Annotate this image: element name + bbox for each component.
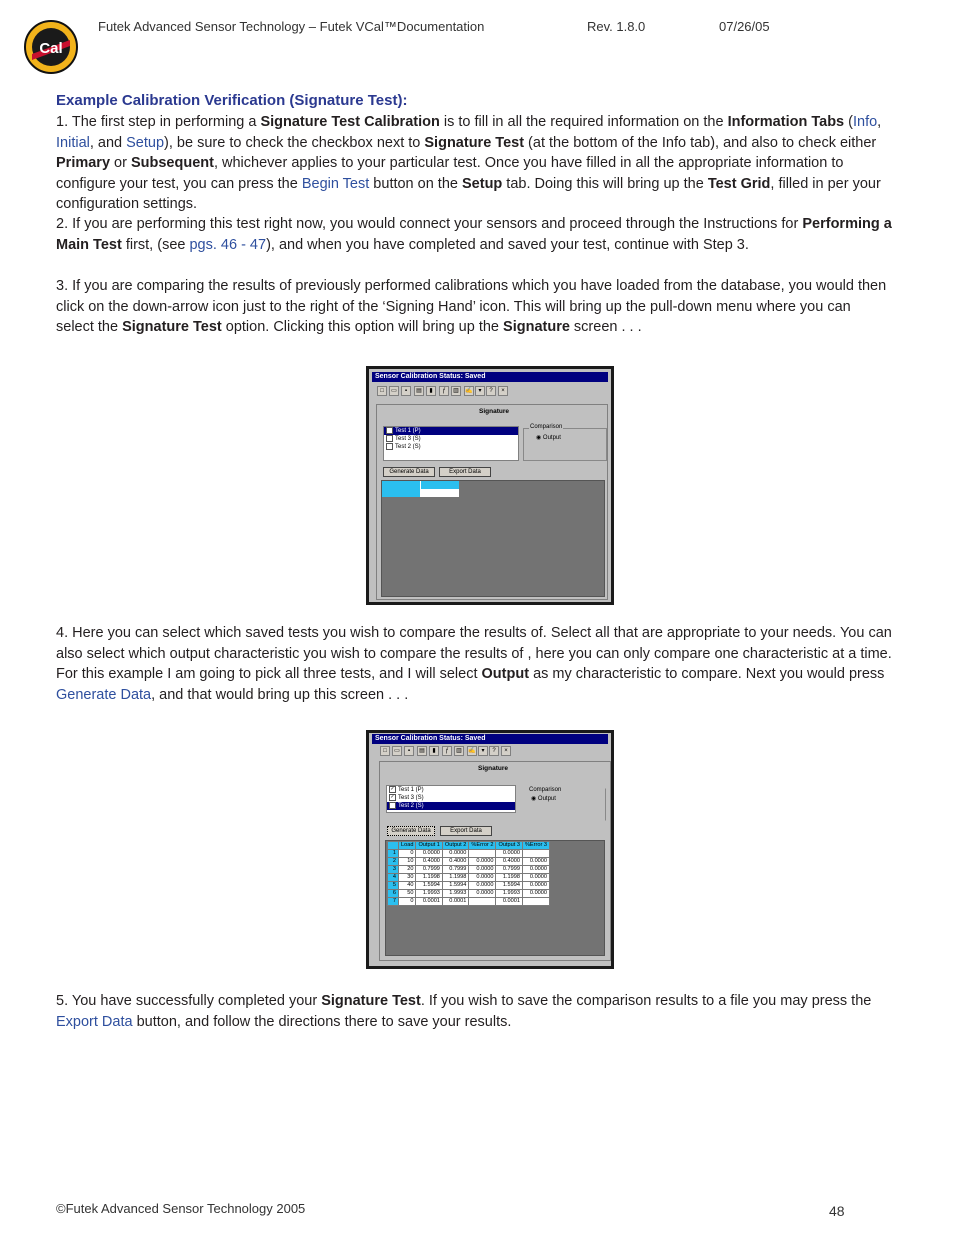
export-data-link[interactable]: Export Data	[56, 1013, 133, 1030]
grid-header-cell	[421, 481, 459, 489]
checkbox-checked-icon[interactable]: ✓	[390, 802, 395, 808]
column-header: Output 1	[416, 842, 442, 850]
toolbar	[372, 384, 608, 398]
window-title: Sensor Calibration Status: Saved	[372, 734, 608, 744]
checkbox-checked-icon[interactable]: ✓	[390, 786, 395, 792]
comparison-label: Comparison	[529, 787, 562, 793]
generate-data-link[interactable]: Generate Data	[56, 686, 152, 703]
page-number: 48	[829, 1203, 845, 1219]
column-header: Output 3	[496, 842, 522, 850]
checkbox-icon[interactable]	[386, 443, 393, 450]
test-list	[383, 426, 519, 461]
header-revision: Rev. 1.8.0	[587, 19, 646, 34]
help-icon[interactable]: ?	[489, 746, 499, 756]
dropdown-arrow-icon[interactable]: ▾	[478, 746, 488, 756]
new-icon[interactable]: □	[377, 386, 387, 396]
step-3-paragraph: 3. If you are comparing the results of previously performed calibrations which you have loaded from the database, you would then click on the down-arrow icon just to the right of the ‘Signing Hand’ icon. This will bring up the pull-down menu where you can select the Signature Test option. Clicking this option will bring up the Signature screen . . .	[56, 278, 887, 335]
print-icon[interactable]: ▤	[417, 746, 427, 756]
begin-test-link[interactable]: Begin Test	[301, 175, 370, 192]
column-header: Load	[399, 842, 416, 850]
step-5-paragraph: 5. You have successfully completed your Signature Test. If you wish to save the comparison results to a file you may press the Export Data button, and follow the directions there to save your results.	[56, 993, 872, 1030]
vcal-logo	[24, 20, 78, 74]
signature-screen-2	[366, 730, 614, 969]
table-row: 2 10 0.4000 0.4000 0.0000 0.4000 0.0000	[388, 858, 550, 866]
grid-cell	[421, 489, 459, 497]
dropdown-arrow-icon[interactable]: ▾	[475, 386, 485, 396]
panel-title: Signature	[478, 765, 508, 772]
function-icon[interactable]: ƒ	[442, 746, 452, 756]
open-icon[interactable]: ▭	[392, 746, 402, 756]
help-icon[interactable]: ?	[486, 386, 496, 396]
setup-link[interactable]: Setup	[126, 134, 165, 151]
corner-cell	[388, 842, 399, 850]
logo-text: Cal	[39, 40, 63, 57]
checkbox-icon[interactable]	[386, 435, 393, 442]
results-table	[387, 841, 550, 906]
save-icon[interactable]: ▪	[404, 746, 414, 756]
table-row: 5 40 1.5994 1.5994 0.0000 1.5994 0.0000	[388, 882, 550, 890]
table-row: 6 50 1.9993 1.9993 0.0000 1.9993 0.0000	[388, 890, 550, 898]
panel-title: Signature	[479, 408, 509, 415]
signature-panel	[379, 761, 611, 961]
book-icon[interactable]: ▥	[454, 746, 464, 756]
export-data-button[interactable]: Export Data	[440, 826, 492, 836]
save-icon[interactable]: ▪	[401, 386, 411, 396]
generate-data-button[interactable]: Generate Data	[383, 467, 435, 477]
test-item[interactable]: ✓ Test 3 (S)	[390, 794, 424, 802]
pages-link[interactable]: pgs. 46 - 47	[189, 236, 267, 253]
column-header: %Error 2	[469, 842, 496, 850]
footer-copyright: ©Futek Advanced Sensor Technology 2005	[56, 1201, 306, 1216]
chart-icon[interactable]: ▮	[429, 746, 439, 756]
step-1-paragraph: 1. The first step in performing a Signature Test Calibration is to fill in all the required information on the Information Tabs (Info, Initial, and Setup), be sure to check the checkbox next to Signature Test (at the bottom of the Info tab), and also to check either Primary or Subsequent, whichever applies to your particular test. Once you have filled in all the appropriate information to configure your test, you can press the Begin Test button on the Setup tab. Doing this will bring up the Test Grid, filled in per your configuration settings.	[56, 114, 882, 212]
generate-data-button[interactable]: Generate Data	[387, 826, 435, 836]
header-date: 07/26/05	[719, 19, 770, 34]
info-link[interactable]: Info	[852, 114, 878, 130]
table-row: 3 20 0.7999 0.7999 0.0000 0.7999 0.0000	[388, 866, 550, 874]
grid-header-cell	[382, 481, 421, 497]
step-2-paragraph: 2. If you are performing this test right now, you would connect your sensors and proceed through the Instructions for Performing a Main Test first, (see pgs. 46 - 47), and when you have completed and saved your test, continue with Step 3.	[56, 216, 892, 253]
test-item[interactable]: Test 1 (P)	[384, 427, 518, 435]
signing-hand-icon[interactable]: ✍	[468, 748, 476, 754]
comparison-group	[522, 788, 606, 821]
comparison-label: Comparison	[530, 424, 563, 430]
chart-icon[interactable]: ▮	[426, 386, 436, 396]
toolbar	[372, 744, 608, 758]
test-item[interactable]: ✓ Test 1 (P)	[390, 786, 424, 794]
new-icon[interactable]: □	[380, 746, 390, 756]
function-icon[interactable]: ƒ	[439, 386, 449, 396]
table-row: 1 0 0.0000 0.0000 0.0000	[388, 850, 550, 858]
test-list	[386, 785, 516, 813]
close-icon[interactable]: ×	[498, 386, 508, 396]
window-title: Sensor Calibration Status: Saved	[372, 372, 608, 382]
comparison-group	[523, 424, 607, 461]
export-data-button[interactable]: Export Data	[439, 467, 491, 477]
column-header: %Error 3	[522, 842, 549, 850]
results-grid	[385, 840, 605, 956]
test-item[interactable]: Test 2 (S)	[384, 443, 518, 451]
open-icon[interactable]: ▭	[389, 386, 399, 396]
signature-screen-1	[366, 366, 614, 605]
test-item[interactable]: ✓ Test 2 (S)	[387, 802, 515, 810]
table-header-row	[388, 842, 550, 850]
book-icon[interactable]: ▥	[451, 386, 461, 396]
close-icon[interactable]: ×	[501, 746, 511, 756]
signing-hand-icon[interactable]: ✍	[465, 388, 473, 394]
output-radio[interactable]: ◉ Output	[531, 796, 556, 802]
table-row: 4 30 1.1998 1.1998 0.0000 1.1998 0.0000	[388, 874, 550, 882]
signature-panel	[376, 404, 608, 600]
section-title: Example Calibration Verification (Signature Test):	[56, 92, 408, 109]
header-doc-title: Futek Advanced Sensor Technology – Futek VCal™Documentation	[98, 19, 485, 34]
table-row: 7 0 0.0001 0.0001 0.0001	[388, 898, 550, 906]
step-4-paragraph: 4. Here you can select which saved tests you wish to compare the results of. Select all that are appropriate to your needs. You can also select which output characteristic you wish to compare the results of , here you can only compare one characteristic at a time. For this example I am going to pick all three tests, and I will select Output as my characteristic to compare. Next you would press Generate Data, and that would bring up this screen . . .	[56, 625, 892, 703]
test-item[interactable]: Test 3 (S)	[384, 435, 518, 443]
print-icon[interactable]: ▤	[414, 386, 424, 396]
initial-link[interactable]: Initial	[56, 134, 90, 151]
output-radio[interactable]: ◉ Output	[536, 435, 561, 441]
results-grid	[381, 480, 605, 597]
checkbox-checked-icon[interactable]: ✓	[390, 794, 395, 800]
checkbox-icon[interactable]	[386, 427, 393, 434]
column-header: Output 2	[442, 842, 468, 850]
